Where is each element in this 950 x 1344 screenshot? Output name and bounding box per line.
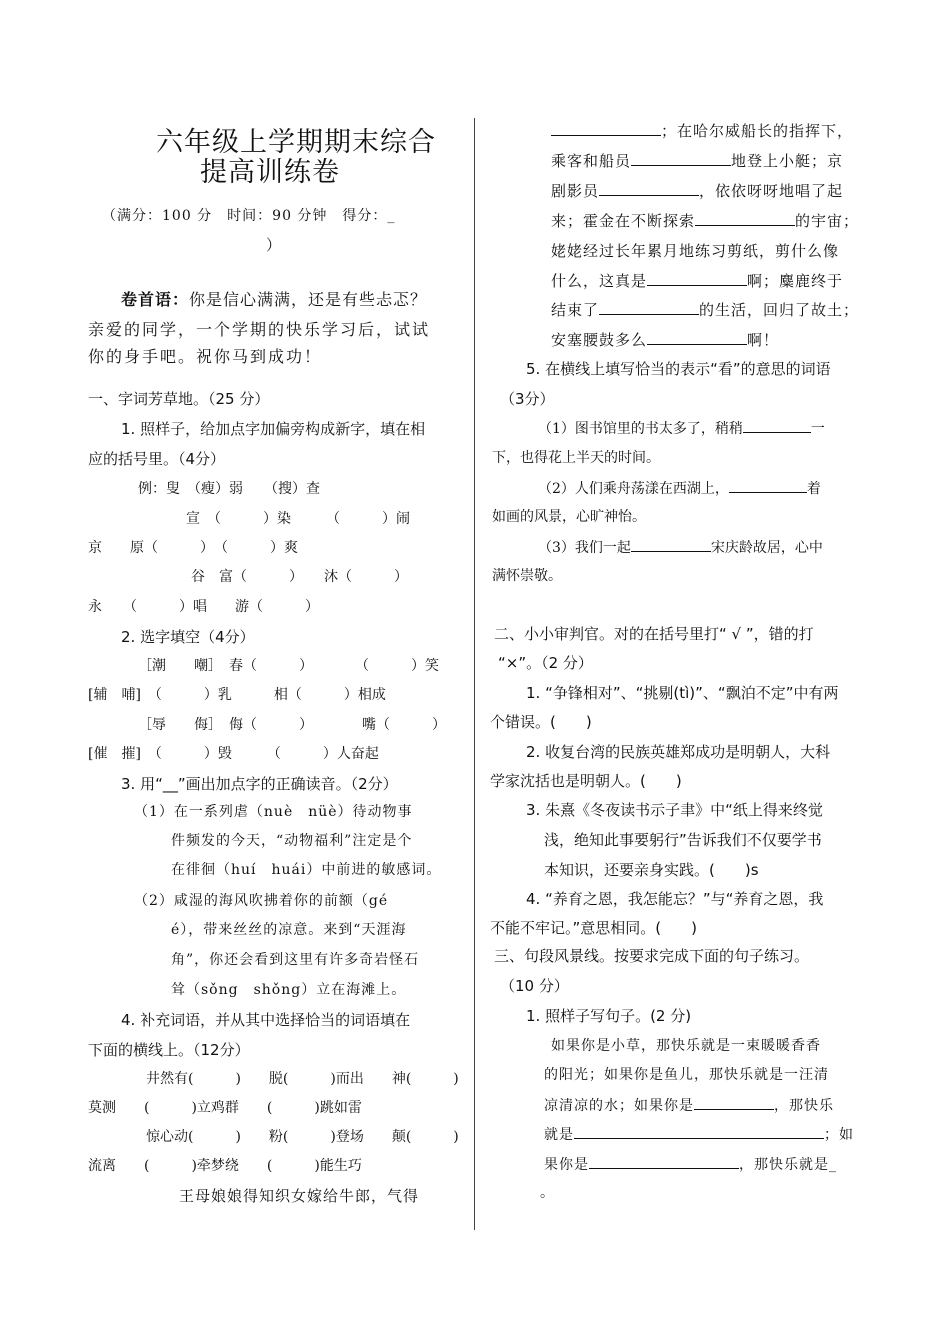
section1-heading: 一、字词芳草地。（25 分）	[88, 390, 270, 408]
q5-title-line2: （3分）	[500, 390, 555, 408]
s2-item3-line2: 浅，绝知此事要躬行”告诉我们不仅要学书	[544, 831, 822, 849]
s2-item4-line2: 不能不牢记。”意思相同。( )	[490, 919, 697, 937]
q4-sentence-line4: 剧影员 ，依依呀呀地唱了起	[551, 182, 844, 200]
q4-row1b: 莫测 ( )立鸡群 ( )跳如雷	[88, 1100, 362, 1116]
s2-item1-line1: 1. “争锋相对”、“挑剔(tì)”、“飘泊不定”中有两	[526, 684, 839, 702]
q4-sentence-line1: 王母娘娘得知织女嫁给牛郎，气得	[179, 1187, 420, 1205]
q5-item3-line2: 满怀崇敬。	[492, 568, 562, 584]
q5-item2-line2: 如画的风景，心旷神怡。	[492, 509, 646, 525]
blank[interactable]	[694, 1095, 774, 1110]
q1-row1a: 宣 （ ）染 （ ）闹	[186, 511, 410, 527]
blank[interactable]	[729, 478, 807, 493]
q1-row2b: 永 （ ）唱 游（ ）	[88, 599, 319, 615]
blank[interactable]	[551, 121, 661, 136]
s2-item4-line1: 4. “养育之恩，我怎能忘？”与“养育之恩，我	[526, 890, 824, 908]
q4-title-line2: 下面的横线上。（12分）	[88, 1041, 250, 1059]
q3-p1-line2: 件频发的今天，“动物福利”注定是个	[171, 833, 413, 849]
s3-q1-line5: 果你是 ，那快乐就是_	[544, 1154, 837, 1175]
q4-row1a: 井然有( ) 脱( )而出 神( )	[146, 1071, 459, 1087]
q4-sentence-line2: ；在哈尔威船长的指挥下，	[551, 121, 853, 141]
exam-meta-line2: ）	[266, 236, 282, 254]
q5-item3-line1: （3）我们一起 宋庆龄故居，心中	[538, 537, 823, 558]
s3-q1-line6: 。	[540, 1185, 554, 1201]
q4-sentence-line7: 什么，这真是 啊；麋鹿终于	[551, 272, 844, 290]
preface-line1: 卷首语：你是信心满满，还是有些忐忑？	[121, 290, 428, 309]
s3-q1-line3: 凉清凉的水；如果你是 ，那快乐	[544, 1095, 834, 1116]
preface-label: 卷首语：	[121, 290, 190, 309]
q4-row2b: 流离 ( )牵梦绕 ( )能生巧	[88, 1158, 362, 1174]
q2-row1b: [辅 哺] （ ）乳 相（ ）相成	[88, 687, 386, 703]
section3-heading-line1: 三、句段风景线。按要求完成下面的句子练习。	[494, 947, 810, 965]
q3-p2-line4: 耸（sǒng shǒng）立在海滩上。	[171, 982, 407, 998]
q4-sentence-line3: 乘客和船员 地登上小艇；京	[551, 152, 844, 170]
exam-meta-line1: （满分：100 分 时间：90 分钟 得分：_	[102, 208, 396, 224]
blank[interactable]	[695, 211, 795, 226]
q1-title-line2: 应的括号里。（4分）	[88, 450, 226, 468]
blank[interactable]	[647, 330, 747, 345]
s2-item1-line2: 个错误。( )	[490, 713, 592, 731]
section2-heading-line2: “×”。（2 分）	[498, 654, 593, 672]
s2-item2-line1: 2. 收复台湾的民族英雄郑成功是明朝人，大科	[526, 743, 831, 761]
q1-example: 例：叟 （瘦）弱 （搜）查	[138, 481, 320, 497]
s2-item2-line2: 学家沈括也是明朝人。( )	[490, 772, 682, 790]
q5-item1-line1: （1）图书馆里的书太多了，稍稍 一	[538, 418, 825, 439]
q4-sentence-line8: 结束了 的生活，回归了故土；	[551, 301, 860, 319]
blank[interactable]	[599, 181, 699, 196]
q3-p1-line3: 在徘徊（huí huái）中前进的敏感词。	[171, 862, 442, 878]
preface-line3: 你的身手吧。祝你马到成功！	[88, 347, 323, 366]
q1-row2a: 谷 富（ ） 沐（ ）	[191, 569, 408, 585]
preface-line2: 亲爱的同学，一个学期的快乐学习后，试试	[88, 320, 431, 339]
blank[interactable]	[599, 300, 699, 315]
s3-q1-title: 1. 照样子写句子。(2 分)	[526, 1007, 692, 1025]
s3-q1-line2: 的阳光；如果你是鱼儿，那快乐就是一汪清	[544, 1067, 829, 1083]
q4-sentence-line6: 姥姥经过长年累月地练习剪纸，剪什么像	[551, 242, 840, 260]
section2-heading-line1: 二、小小审判官。对的在括号里打“ √ ”，错的打	[494, 625, 814, 643]
q4-sentence-line9: 安塞腰鼓多么 啊！	[551, 331, 780, 349]
s3-q1-line4: 就是 ；如	[544, 1124, 854, 1145]
q4-sentence-line5: 来；霍金在不断探索 的宇宙；	[551, 212, 860, 230]
q5-item2-line1: （2）人们乘舟荡漾在西湖上， 着	[538, 478, 821, 499]
q5-title-line1: 5. 在横线上填写恰当的表示“看”的意思的词语	[526, 360, 831, 378]
s2-item3-line3: 本知识，还要亲身实践。( )s	[544, 861, 759, 879]
q1-row1b: 京 原（ ） （ ）爽	[88, 540, 298, 556]
blank[interactable]	[631, 151, 731, 166]
q4-title-line1: 4. 补充词语，并从其中选择恰当的词语填在	[121, 1011, 411, 1029]
s2-item3-line1: 3. 朱熹《冬夜读书示子聿》中“纸上得来终觉	[526, 801, 823, 819]
section3-heading-line2: （10 分）	[500, 977, 569, 995]
blank[interactable]	[574, 1124, 824, 1139]
exam-title-line1: 六年级上学期期末综合	[156, 127, 436, 158]
q3-p2-line1: （2）咸湿的海风吹拂着你的前额（gé	[134, 893, 389, 909]
q1-title-line1: 1. 照样子，给加点字加偏旁构成新字，填在相	[121, 420, 426, 438]
q3-p2-line3: 角”，你还会看到这里有许多奇岩怪石	[171, 952, 420, 968]
column-divider	[474, 118, 475, 1230]
blank[interactable]	[631, 537, 711, 552]
q2-title: 2. 选字填空（4分）	[121, 628, 255, 646]
blank[interactable]	[743, 418, 811, 433]
s3-q1-line1: 如果你是小草，那快乐就是一束暖暖香香	[551, 1038, 821, 1054]
q2-row2b: [催 摧] （ ）毁 （ ）人奋起	[88, 746, 379, 762]
q3-p2-line2: é），带来丝丝的凉意。来到“天涯海	[171, 922, 407, 938]
q3-title: 3. 用“__”画出加点字的正确读音。（2分）	[121, 775, 398, 793]
blank[interactable]	[589, 1154, 739, 1169]
q3-p1-line1: （1）在一系列虐（nuè nüè）待动物事	[134, 804, 413, 820]
q2-row1a: ［潮 嘲］ 春（ ） （ ）笑	[138, 658, 439, 674]
blank[interactable]	[647, 271, 747, 286]
q5-item1-line2: 下，也得花上半天的时间。	[492, 450, 660, 466]
exam-title-line2: 提高训练卷	[200, 157, 340, 188]
q4-row2a: 惊心动( ) 粉( )登场 颠( )	[146, 1129, 459, 1145]
q2-row2a: ［辱 侮］ 侮（ ） 嘴（ ）	[138, 717, 446, 733]
